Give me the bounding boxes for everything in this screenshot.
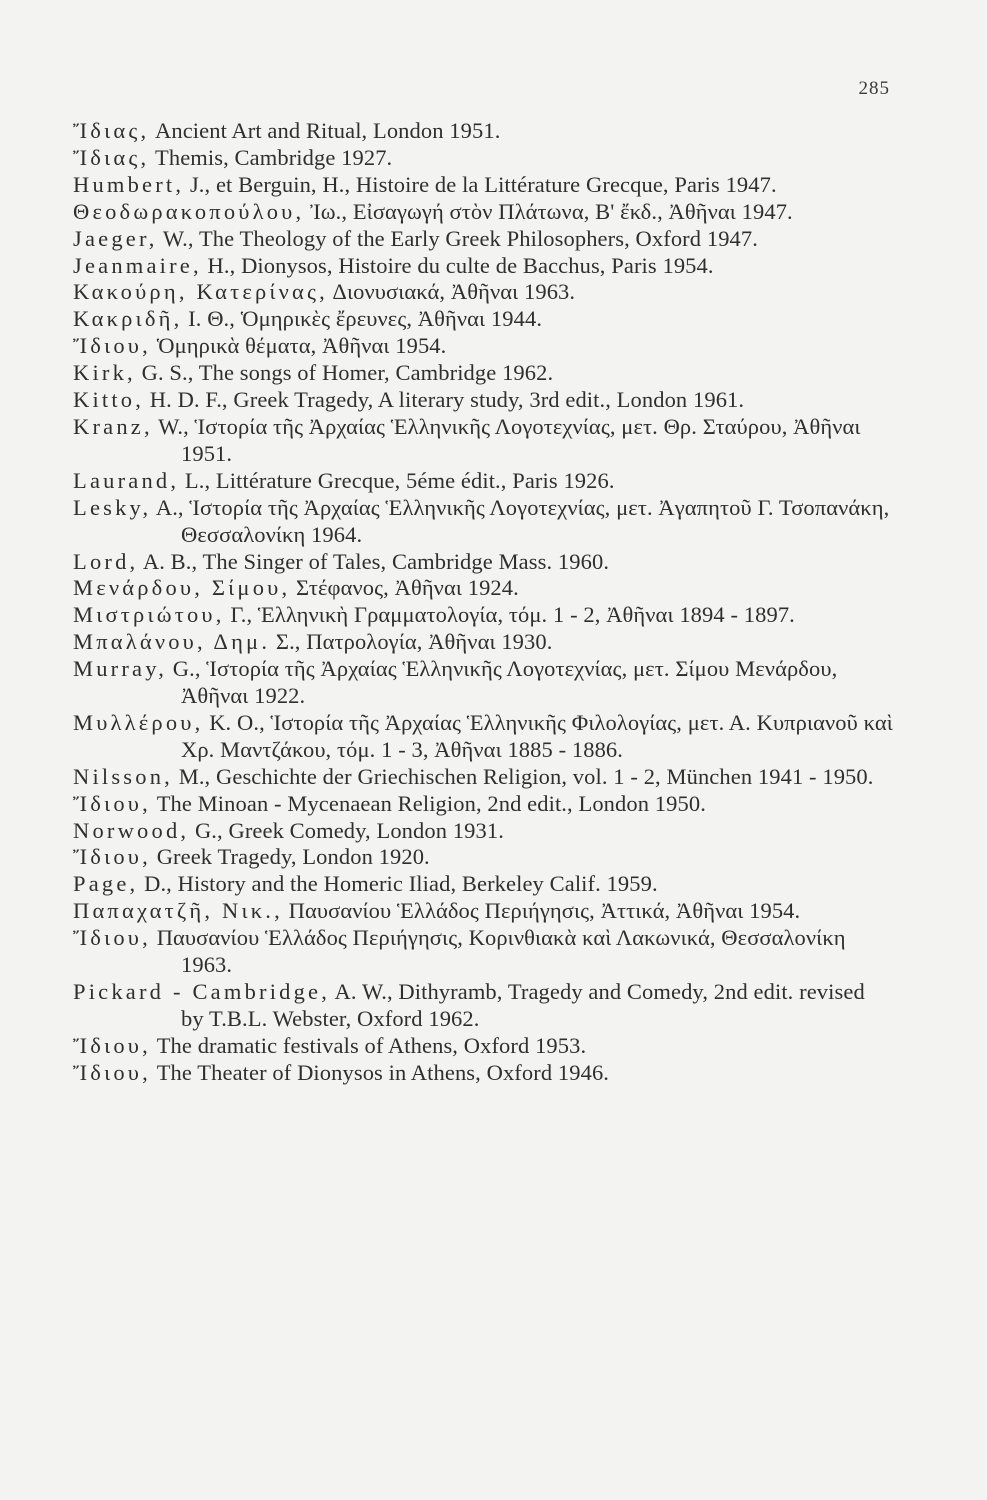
bibliography-entry (73, 172, 893, 199)
bibliography-entry (73, 925, 893, 979)
bibliography-entry (73, 279, 893, 306)
entry-citation: Ancient Art and Ritual, London 1951. (149, 118, 501, 143)
entry-author: Ἴδιου, (73, 790, 151, 816)
bibliography-entry (73, 495, 893, 549)
entry-citation: L., Littérature Grecque, 5éme édit., Paris 1926. (179, 467, 615, 493)
entry-citation: G. S., The songs of Homer, Cambridge 1962. (135, 360, 554, 386)
entry-author: Kranz, (73, 413, 153, 439)
entry-citation: H. D. F., Greek Tragedy, A literary study, 3rd edit., London 1961. (144, 387, 745, 413)
entry-citation: W., The Theology of the Early Greek Philosophers, Oxford 1947. (157, 225, 758, 251)
entry-author: Ἴδιου, (73, 333, 151, 359)
bibliography-entry (73, 360, 893, 387)
entry-citation: The Theater of Dionysos in Athens, Oxford 1946. (150, 1059, 610, 1085)
entry-citation: A. B., The Singer of Tales, Cambridge Mass. 1960. (138, 548, 610, 574)
entry-citation: Παυσανίου Ἑλλάδος Περιήγησις, Κορινθιακὰ καὶ Λακωνικά, Θεσσαλονίκη 1963. (150, 925, 846, 978)
entry-citation: Ἰω., Εἰσαγωγή στὸν Πλάτωνα, Β' ἔκδ., Ἀθῆναι 1947. (304, 198, 793, 224)
entry-author: Παπαχατζῆ, Νικ., (73, 898, 283, 924)
bibliography-entry (73, 226, 893, 253)
entry-author: Ἴδιας, (73, 118, 150, 143)
entry-author: Humbert, (73, 171, 185, 197)
bibliography-entry (73, 1060, 893, 1087)
bibliography-entry (73, 710, 893, 764)
bibliography-entry (73, 1033, 893, 1060)
entry-author: Θεοδωρακοπούλου, (73, 198, 305, 224)
entry-author: Jaeger, (73, 225, 158, 251)
bibliography-entry (73, 871, 893, 898)
bibliography-entry (73, 791, 893, 818)
entry-author: Μιστριώτου, (73, 602, 225, 628)
entry-author: Ἴδιου, (73, 1032, 151, 1058)
bibliography-entry (73, 656, 893, 710)
entry-citation: Στέφανος, Ἀθῆναι 1924. (290, 575, 519, 601)
bibliography-entry (73, 468, 893, 495)
bibliography-entry (73, 844, 893, 871)
entry-citation: Κ. Ο., Ἱστορία τῆς Ἀρχαίας Ἑλληνικῆς Φιλολογίας, μετ. Α. Κυπριανοῦ καὶ Χρ. Μαντζάκου, τόμ. 1 - 3, Ἀθῆναι 1885 - 1886. (181, 709, 893, 762)
bibliography-entry (73, 414, 893, 468)
entry-citation: The Minoan - Mycenaean Religion, 2nd edit., London 1950. (150, 790, 706, 816)
entry-author: Jeanmaire, (73, 252, 202, 278)
bibliography-entry (73, 306, 893, 333)
entry-author: Μυλλέρου, (73, 709, 204, 735)
entry-author: Μενάρδου, Σίμου, (73, 575, 291, 601)
entry-citation: Παυσανίου Ἑλλάδος Περιήγησις, Ἀττικά, Ἀθῆναι 1954. (282, 898, 801, 924)
entry-author: Lord, (73, 548, 139, 574)
entry-citation: Γ., Ἑλληνικὴ Γραμματολογία, τόμ. 1 - 2, Ἀθῆναι 1894 - 1897. (224, 602, 795, 628)
bibliography-entry (73, 602, 893, 629)
entry-citation: A., Ἱστορία τῆς Ἀρχαίας Ἑλληνικῆς Λογοτεχνίας, μετ. Ἀγαπητοῦ Γ. Τσοπανάκη, Θεσσαλονίκη 1964. (151, 494, 890, 547)
bibliography-entry (73, 549, 893, 576)
entry-author: Pickard - Cambridge, (73, 979, 331, 1004)
entry-citation: Σ., Πατρολογία, Ἀθῆναι 1930. (270, 629, 553, 655)
entry-citation: A. W., Dithyramb, Tragedy and Comedy, 2nd edit. revised by T.B.L. Webster, Oxford 1962. (181, 979, 865, 1031)
entry-author: Nilsson, (73, 763, 173, 789)
bibliography-entry (73, 333, 893, 360)
entry-author: Μπαλάνου, Δημ. (73, 629, 271, 655)
entry-citation: W., Ἱστορία τῆς Ἀρχαίας Ἑλληνικῆς Λογοτεχνίας, μετ. Θρ. Σταύρου, Ἀθῆναι 1951. (152, 413, 861, 466)
page-number: 285 (858, 78, 890, 99)
entry-citation: Διονυσιακά, Ἀθῆναι 1963. (327, 279, 576, 305)
entry-author: Kirk, (73, 360, 136, 386)
bibliography-entry (73, 387, 893, 414)
entry-citation: The dramatic festivals of Athens, Oxford 1953. (150, 1032, 587, 1058)
bibliography-entry (73, 979, 893, 1033)
entry-citation: G., Ἱστορία τῆς Ἀρχαίας Ἑλληνικῆς Λογοτεχνίας, μετ. Σίμου Μενάρδου, Ἀθῆναι 1922. (167, 656, 838, 709)
entry-author: Murray, (73, 656, 168, 682)
bibliography-entry (73, 118, 893, 145)
entry-author: Ἴδιου, (73, 925, 151, 951)
bibliography-entry (73, 145, 893, 172)
bibliography-entry (73, 253, 893, 280)
entry-author: Norwood, (73, 817, 190, 843)
entry-author: Lesky, (73, 494, 152, 520)
entry-citation: Ὁμηρικὰ θέματα, Ἀθῆναι 1954. (150, 333, 447, 359)
bibliography-entry (73, 764, 893, 791)
bibliography-list (73, 118, 893, 1087)
entry-citation: J., et Berguin, H., Histoire de la Littérature Grecque, Paris 1947. (184, 171, 777, 197)
entry-citation: G., Greek Comedy, London 1931. (189, 817, 504, 843)
entry-author: Ἴδιου, (73, 1059, 151, 1085)
entry-author: Ἴδιας, (73, 144, 150, 170)
entry-citation: Themis, Cambridge 1927. (149, 144, 393, 170)
entry-author: Ἴδιου, (73, 844, 151, 870)
bibliography-entry (73, 199, 893, 226)
entry-citation: Ι. Θ., Ὁμηρικὲς ἔρευνες, Ἀθῆναι 1944. (182, 306, 543, 332)
entry-citation: H., Dionysos, Histoire du culte de Bacchus, Paris 1954. (201, 252, 714, 278)
bibliography-entry (73, 898, 893, 925)
entry-author: Κακούρη, Κατερίνας, (73, 279, 328, 305)
entry-author: Kitto, (73, 387, 145, 413)
entry-author: Page, (73, 871, 139, 897)
entry-citation: M., Geschichte der Griechischen Religion, vol. 1 - 2, München 1941 - 1950. (173, 763, 874, 789)
bibliography-entry (73, 629, 893, 656)
entry-citation: D., History and the Homeric Iliad, Berkeley Calif. 1959. (138, 871, 658, 897)
entry-author: Κακριδῆ, (73, 306, 183, 332)
entry-citation: Greek Tragedy, London 1920. (150, 844, 430, 870)
bibliography-entry (73, 818, 893, 845)
entry-author: Laurand, (73, 467, 180, 493)
bibliography-entry (73, 575, 893, 602)
